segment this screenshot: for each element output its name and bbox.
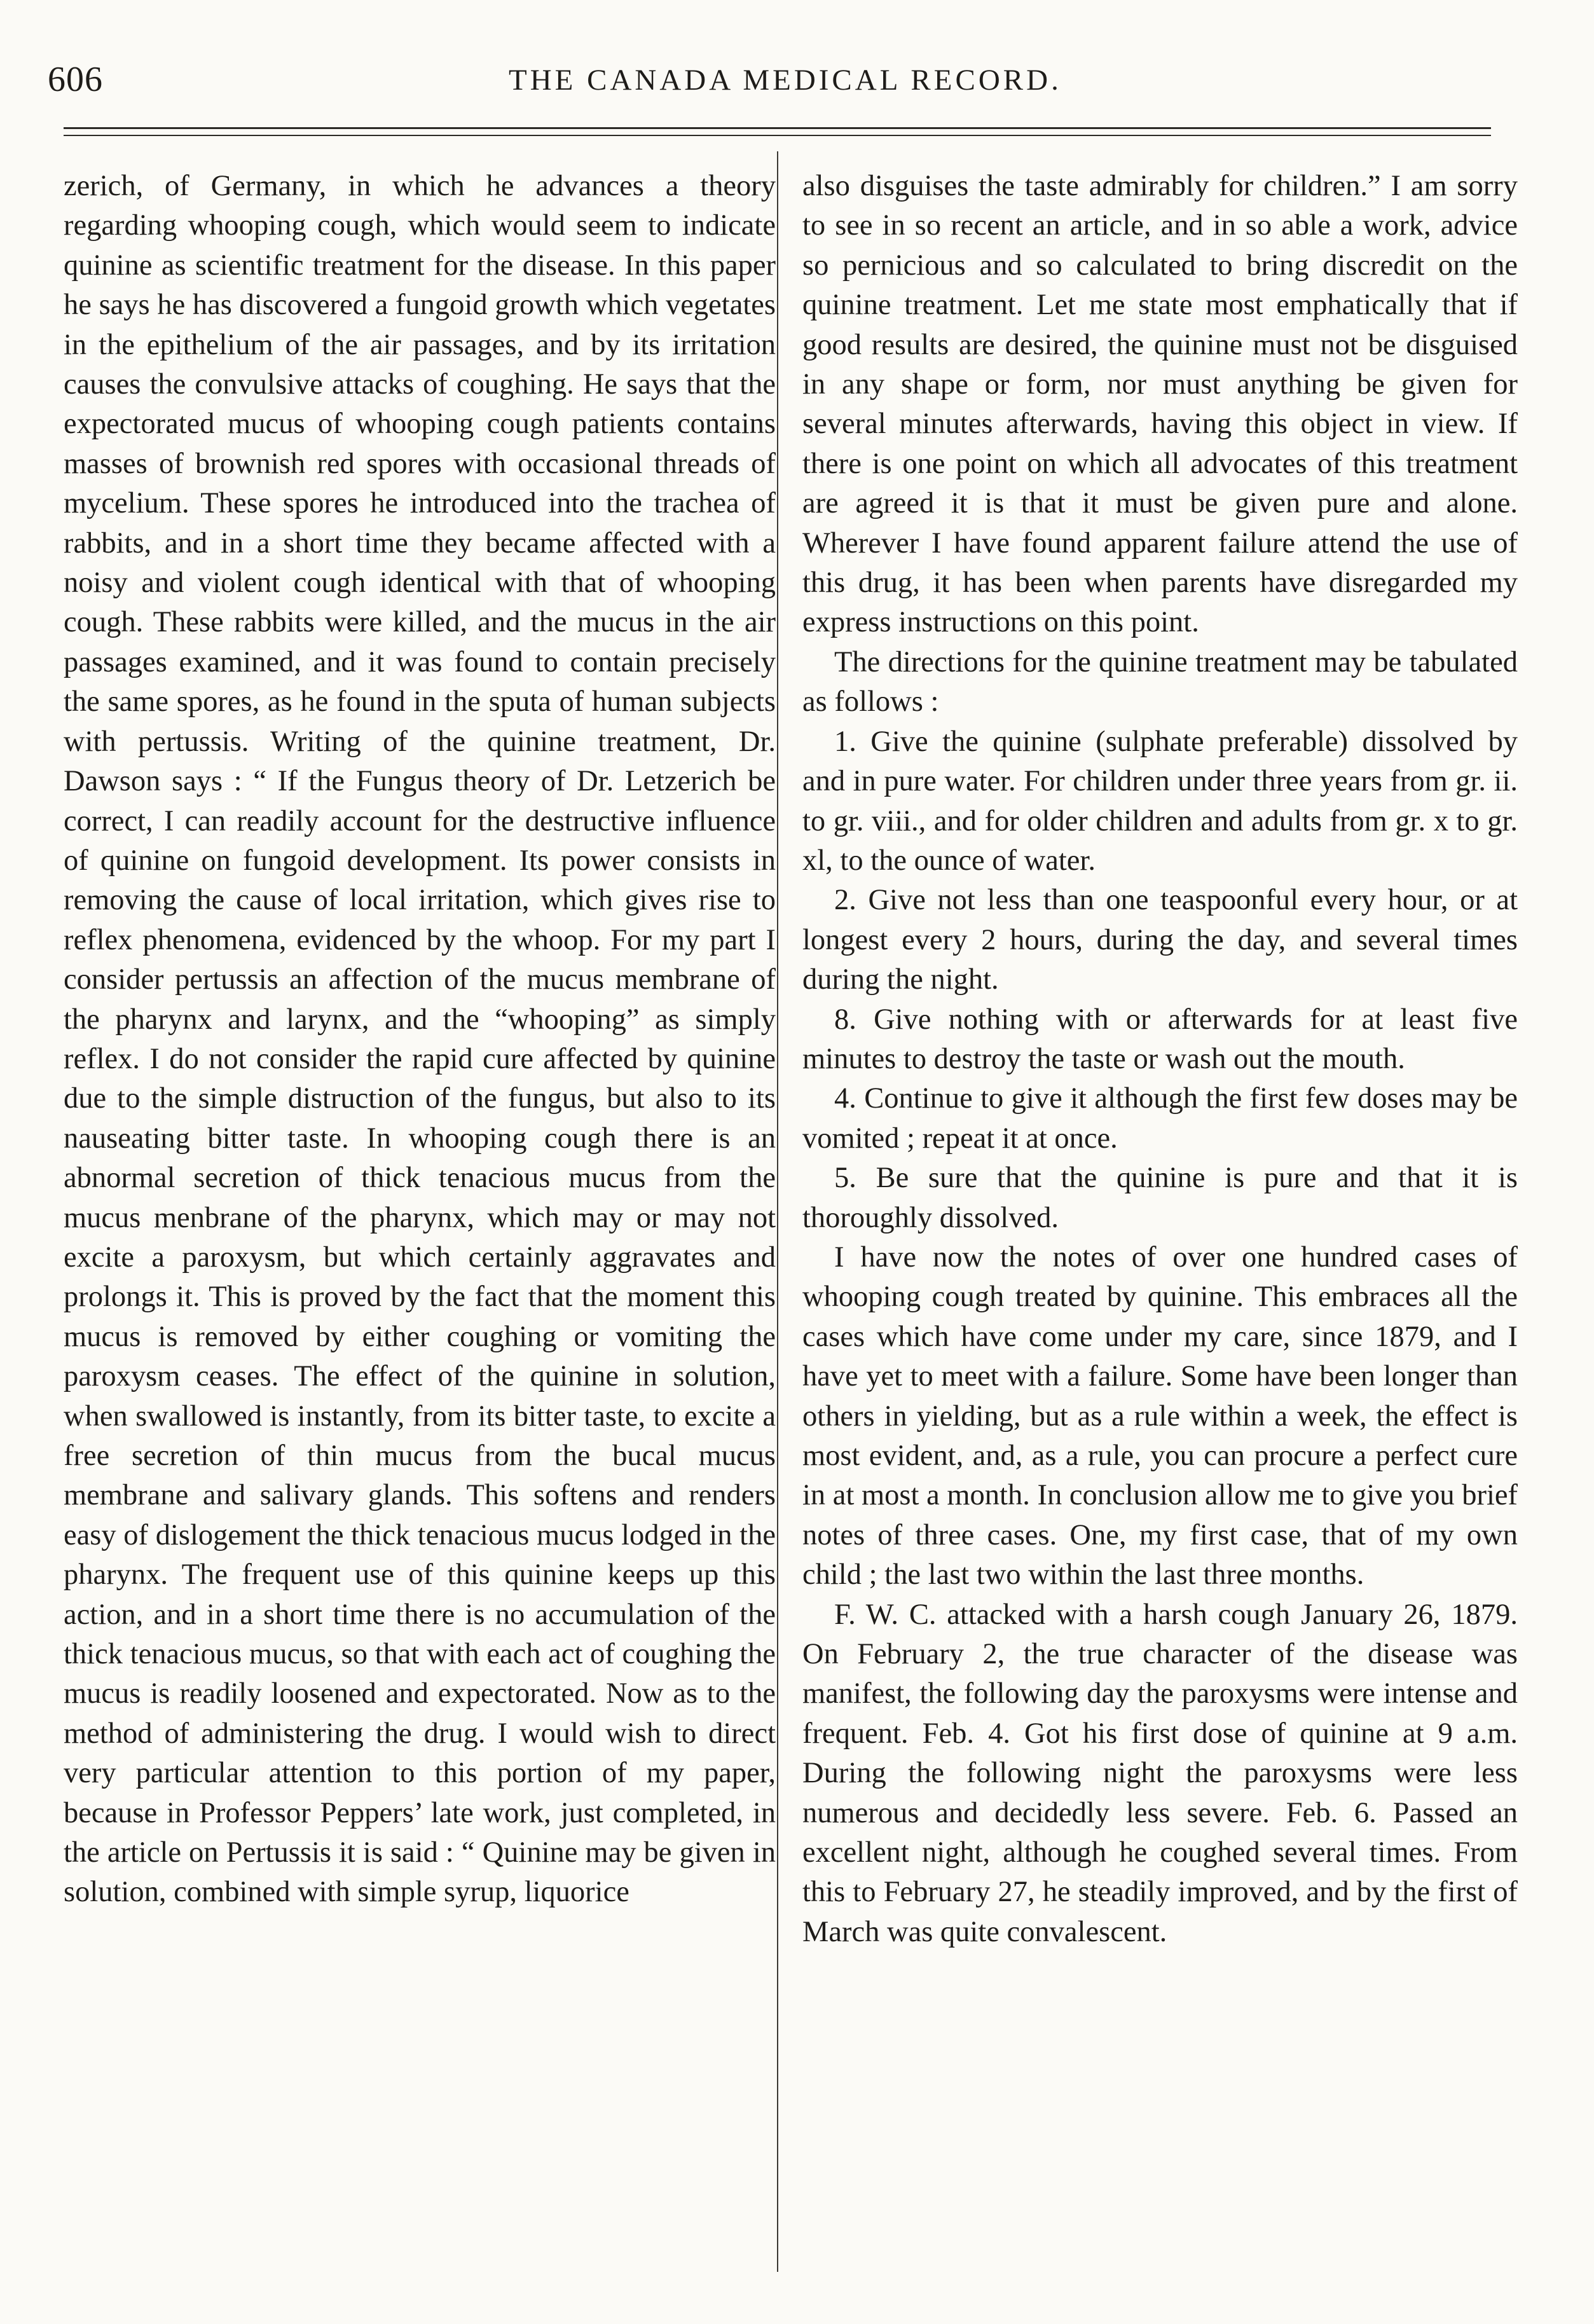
- direction-item-4: 4. Continue to give it although the first few doses may be vomited ; repeat it at once.: [802, 1082, 1518, 1155]
- left-column: [64, 167, 776, 1913]
- header-rule-top: [64, 127, 1491, 129]
- column-divider: [777, 151, 778, 2272]
- direction-item-1: 1. Give the quinine (sulphate preferable) dissolved by and in pure water. For children under three years from gr. ii. to gr. viii., and for older children and adults from gr. x to gr. xl, to the ounce of water.: [802, 725, 1518, 877]
- right-paragraph-2: The directions for the quinine treatment may be tabulated as follows :: [802, 645, 1518, 719]
- left-paragraph-1: zerich, of Germany, in which he advances a theory regarding whooping cough, which would seem to indicate quinine as scientific treatment for the disease. In this paper he says he has discovered a fungoid growth which vegetates in the epithelium of the air passages, and by its irritation causes the convulsive attacks of coughing. He says that the expectorated mucus of whooping cough patients contains masses of brownish red spores with occasional threads of mycelium. These spores he introduced into the trachea of rabbits, and in a short time they became affected with a noisy and violent cough identical with that of whooping cough. These rabbits were killed, and the mucus in the air passages examined, and it was found to contain precisely the same spores, as he found in the sputa of human subjects with pertussis. Writing of the quinine treatment, Dr. Dawson says : “ If the Fungus theory of Dr. Letzerich be correct, I can readily account for the destructive influence of quinine on fungoid development. Its power consists in removing the cause of local irritation, which gives rise to reflex phenomena, evidenced by the whoop. For my part I consider pertussis an affection of the mucus membrane of the pharynx and larynx, and the “whooping” as simply reflex. I do not consider the rapid cure affected by quinine due to the simple distruction of the fungus, but also to its nauseating bitter taste. In whooping cough there is an abnormal secretion of thick tenacious mucus from the mucus menbrane of the pharynx, which may or may not excite a paroxysm, but which certainly aggravates and prolongs it. This is proved by the fact that the moment this mucus is removed by either coughing or vomiting the paroxysm ceases. The effect of the quinine in solution, when swallowed is instantly, from its bitter taste, to excite a free secretion of thin mucus from the bucal mucus membrane and salivary glands. This softens and renders easy of dislogement the thick tenacious mucus lodged in the pharynx. The frequent use of this quinine keeps up this action, and in a short time there is no accumulation of the thick tenacious mucus, so that with each act of coughing the mucus is readily loosened and expectorated. Now as to the method of administering the drug. I would wish to direct very particular attention to this portion of my paper, because in Professor Peppers’ late work, just completed, in the article on Pertussis it is said : “ Quinine may be given in solution, combined with simple syrup, liquorice: [64, 170, 776, 1909]
- direction-item-2: 2. Give not less than one teaspoonful every hour, or at longest every 2 hours, during the day, and several times during the night.: [802, 884, 1518, 996]
- right-column: [802, 167, 1518, 1952]
- right-paragraph-1: also disguises the taste admirably for children.” I am sorry to see in so recent an article, and in so able a work, advice so pernicious and so calculated to bring discredit on the quinine treatment. Let me state most emphatically that if good results are desired, the quinine must not be disguised in any shape or form, nor must anything be given for several minutes afterwards, having this object in view. If there is one point on which all advocates of this treatment are agreed it is that it must be given pure and alone. Wherever I have found apparent failure attend the use of this drug, it has been when parents have disregarded my express instructions on this point.: [802, 170, 1518, 639]
- page-number: 606: [48, 60, 103, 99]
- right-paragraph-case-fwc: F. W. C. attacked with a harsh cough January 26, 1879. On February 2, the true character of the disease was manifest, the following day the paroxysms were intense and frequent. Feb. 4. Got his first dose of quinine at 9 a.m. During the following night the paroxysms were less numerous and decidedly less severe. Feb. 6. Passed an excellent night, although he coughed several times. From this to February 27, he steadily improved, and by the first of March was quite convalescent.: [802, 1598, 1518, 1948]
- direction-item-5: 5. Be sure that the quinine is pure and that it is thoroughly dissolved.: [802, 1162, 1518, 1234]
- right-paragraph-cases: I have now the notes of over one hundred cases of whooping cough treated by quinine. This embraces all the cases which have come under my care, since 1879, and I have yet to meet with a failure. Some have been longer than others in yielding, but as a rule within a week, the effect is most evident, and, as a rule, you can procure a perfect cure in at most a month. In conclusion allow me to give you brief notes of three cases. One, my first case, that of my own child ; the last two within the last three months.: [802, 1241, 1518, 1592]
- header-rule-bottom: [64, 135, 1491, 136]
- page-header: [0, 0, 1594, 127]
- direction-item-3: 8. Give nothing with or afterwards for at least five minutes to destroy the taste or wash out the mouth.: [802, 1003, 1518, 1075]
- running-head: THE CANADA MEDICAL RECORD.: [509, 64, 1062, 97]
